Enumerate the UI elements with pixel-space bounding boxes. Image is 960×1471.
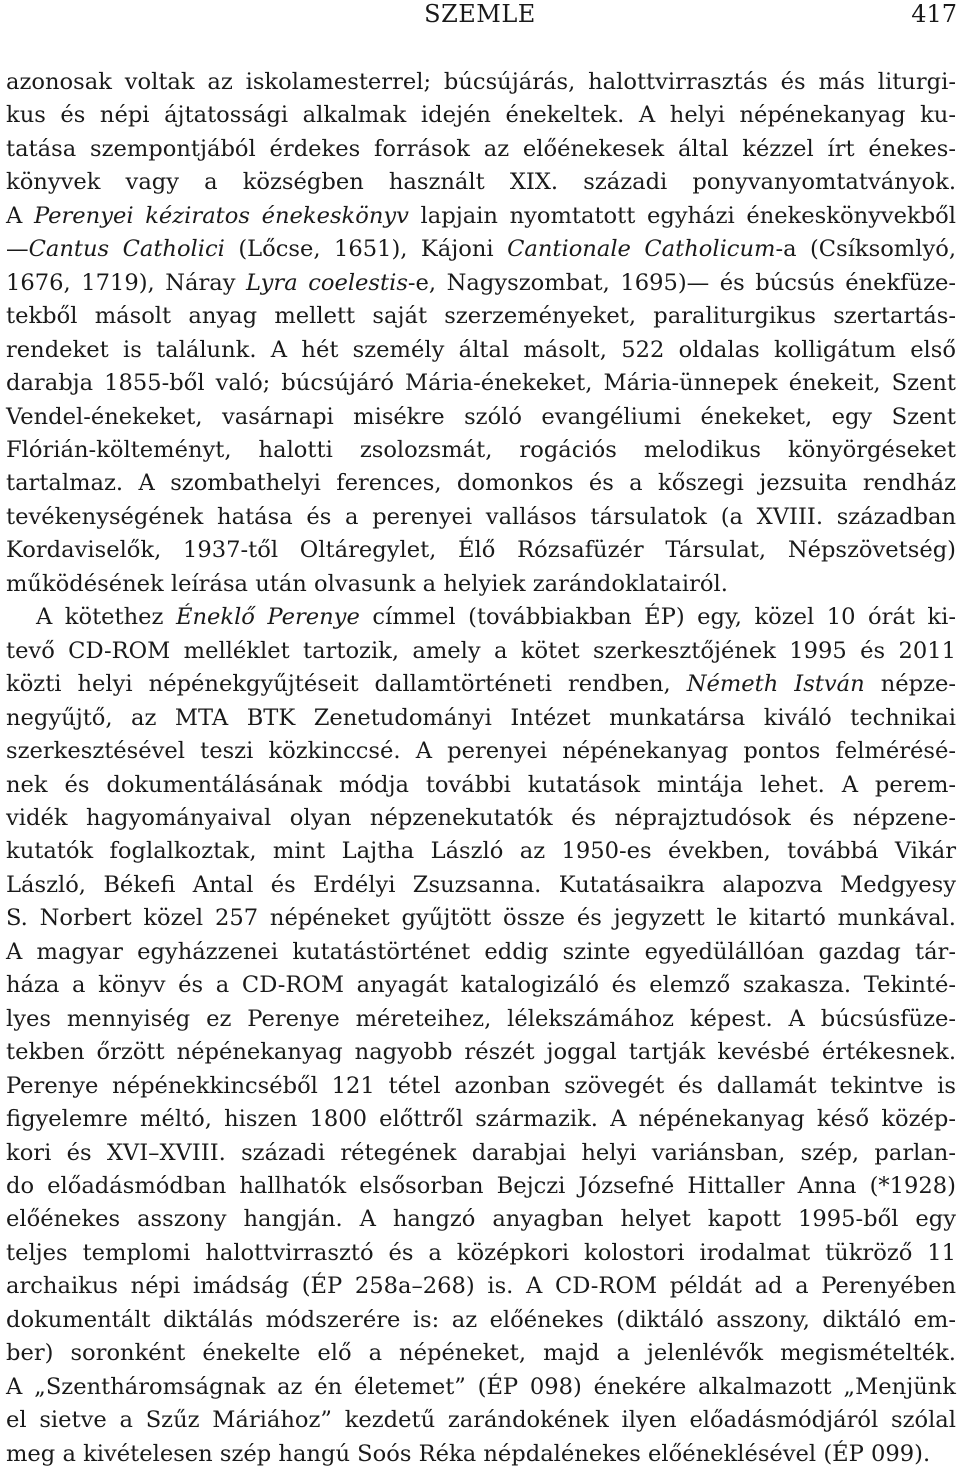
text-line: 1676, 1719), Náray Lyra coelestis-e, Nagyszombat, 1695)— és búcsús énekfüze- [6,269,957,296]
text-line: A kötethez Éneklő Perenye címmel (továbbiakban ÉP) egy, közel 10 órát ki- [36,604,956,631]
italic-title: Perenyei kéziratos énekeskönyv [33,202,409,229]
text-line: tatása szempontjából érdekes források az előénekesek által kézzel írt énekes- [6,135,956,162]
text-line: darabja 1855-ből való; búcsújáró Mária-énekeket, Mária-ünnepek énekeit, Szent [6,370,956,397]
text-line: negyűjtő, az MTA BTK Zenetudományi Intézet munkatársa kiváló technikai [6,704,956,731]
text-line: háza a könyv és a CD-ROM anyagát katalogizáló és elemző szakasza. Tekinté- [6,972,956,999]
text-line: archaikus népi imádság (ÉP 258a–268) is. A CD-ROM példát ad a Perenyében [6,1273,956,1300]
italic-title: Németh István [686,671,865,698]
body-text [6,66,956,1471]
text-line: Vendel-énekeket, vasárnapi misékre szóló evangéliumi énekeket, egy Szent [6,403,956,430]
text-line: A magyar egyházzenei kutatástörténet eddig szinte egyedülállóan gazdag tár- [6,938,956,965]
text-line: —Cantus Catholici (Lőcse, 1651), Kájoni Cantionale Catholicum-a (Csíksomlyó, [6,236,957,263]
text-line: tevő CD-ROM melléklet tartozik, amely a kötet szerkesztőjének 1995 és 2011 [6,637,956,664]
text-line: működésének leírása után olvasunk a helyiek zarándoklatairól. [6,570,728,597]
italic-title: Cantionale Catholicum [507,236,776,263]
paragraph [6,66,956,601]
text-line: ber) soronként énekelte elő a népéneket, majd a jelenlévők megismételték. [6,1340,956,1367]
text-line: Flórián-költeményt, halotti zsolozsmát, rogációs melodikus könyörgéseket [6,436,956,463]
paragraph [6,601,956,1471]
text-line: tekben őrzött népénekanyag nagyobb részét joggal tartják kevésbé értékesnek. [6,1039,956,1066]
text-line: vidék hagyományaival olyan népzenekutatók és néprajztudósok és népzene- [6,804,956,831]
text-line: kutatók foglalkoztak, mint Lajtha László az 1950-es években, továbbá Vikár [6,838,956,865]
text-line: Perenye népénekkincséből 121 tétel azonban szövegét és dallamát tekintve is [6,1072,956,1099]
text-line: meg a kivételesen szép hangú Soós Réka népdalénekes előéneklésével (ÉP 099). [6,1440,931,1467]
text-line: azonosak voltak az iskolamesterrel; búcsújárás, halottvirrasztás és más liturgi- [6,69,956,95]
text-line: könyvek vagy a községben használt XIX. századi ponyvanyomtatványok. [6,169,956,196]
text-line: László, Békefi Antal és Erdélyi Zsuzsanna. Kutatásaikra alapozva Medgyesy [6,871,956,898]
text-line: rendeket is találunk. A hét személy által másolt, 522 oldalas kolligátum első [6,336,956,363]
text-line: S. Norbert közel 257 népéneket gyűjtött össze és jegyzett le kitartó munkával. [6,905,956,932]
italic-title: Cantus Catholici [28,236,225,263]
text-line: dokumentált diktálás módszerére is: az előénekes (diktáló asszony, diktáló em- [6,1306,956,1333]
text-line: szerkesztésével teszi közkinccsé. A perenyei népénekanyag pontos felmérésé- [6,738,956,765]
text-line: nek és dokumentálásának módja további kutatások mintája lehet. A perem- [6,771,956,798]
text-line: figyelemre méltó, hiszen 1800 előttről származik. A népénekanyag késő közép- [6,1106,956,1133]
text-line: do előadásmódban hallhatók elsősorban Bejczi Józsefné Hittaller Anna (*1928) [6,1172,956,1199]
text-line: A Perenyei kéziratos énekeskönyv lapjain nyomtatott egyházi énekeskönyvekből [6,202,956,229]
text-line: tekből másolt anyag mellett saját szerzeményeket, paraliturgikus szertartás- [6,303,956,330]
italic-title: Éneklő Perenye [175,604,360,631]
text-line: A „Szentháromságnak az én életemet” (ÉP 098) énekére alkalmazott „Menjünk [6,1373,956,1400]
text-line: kori és XVI–XVIII. századi rétegének darabjai helyi variánsban, szép, parlan- [6,1139,956,1166]
running-title: SZEMLE [424,0,536,28]
text-line: teljes templomi halottvirrasztó és a középkori kolostori irodalmat tükröző 11 [6,1239,956,1266]
italic-title: Lyra coelestis [246,269,408,296]
text-line: tevékenységének hatása és a perenyei vallásos társulatok (a XVIII. században [6,503,956,530]
text-line: Kordaviselők, 1937-től Oltáregylet, Élő Rózsafüzér Társulat, Népszövetség) [6,537,956,564]
running-head [0,0,960,40]
text-line: tartalmaz. A szombathelyi ferences, domonkos és a kőszegi jezsuita rendház [6,470,956,497]
text-line: közti helyi népénekgyűjtéseit dallamtörténeti rendben, Németh István népze- [6,671,957,698]
page-number: 417 [911,0,957,28]
text-line: előénekes asszony hangján. A hangzó anyagban helyet kapott 1995-ből egy [6,1206,956,1233]
text-line: kus és népi ájtatossági alkalmak idején énekeltek. A helyi népénekanyag ku- [6,102,956,129]
text-line: lyes mennyiség ez Perenye méreteihez, lélekszámához képest. A búcsúsfüze- [6,1005,956,1032]
text-line: el sietve a Szűz Máriához” kezdetű zarándokének ilyen előadásmódjáról szólal [6,1407,956,1434]
